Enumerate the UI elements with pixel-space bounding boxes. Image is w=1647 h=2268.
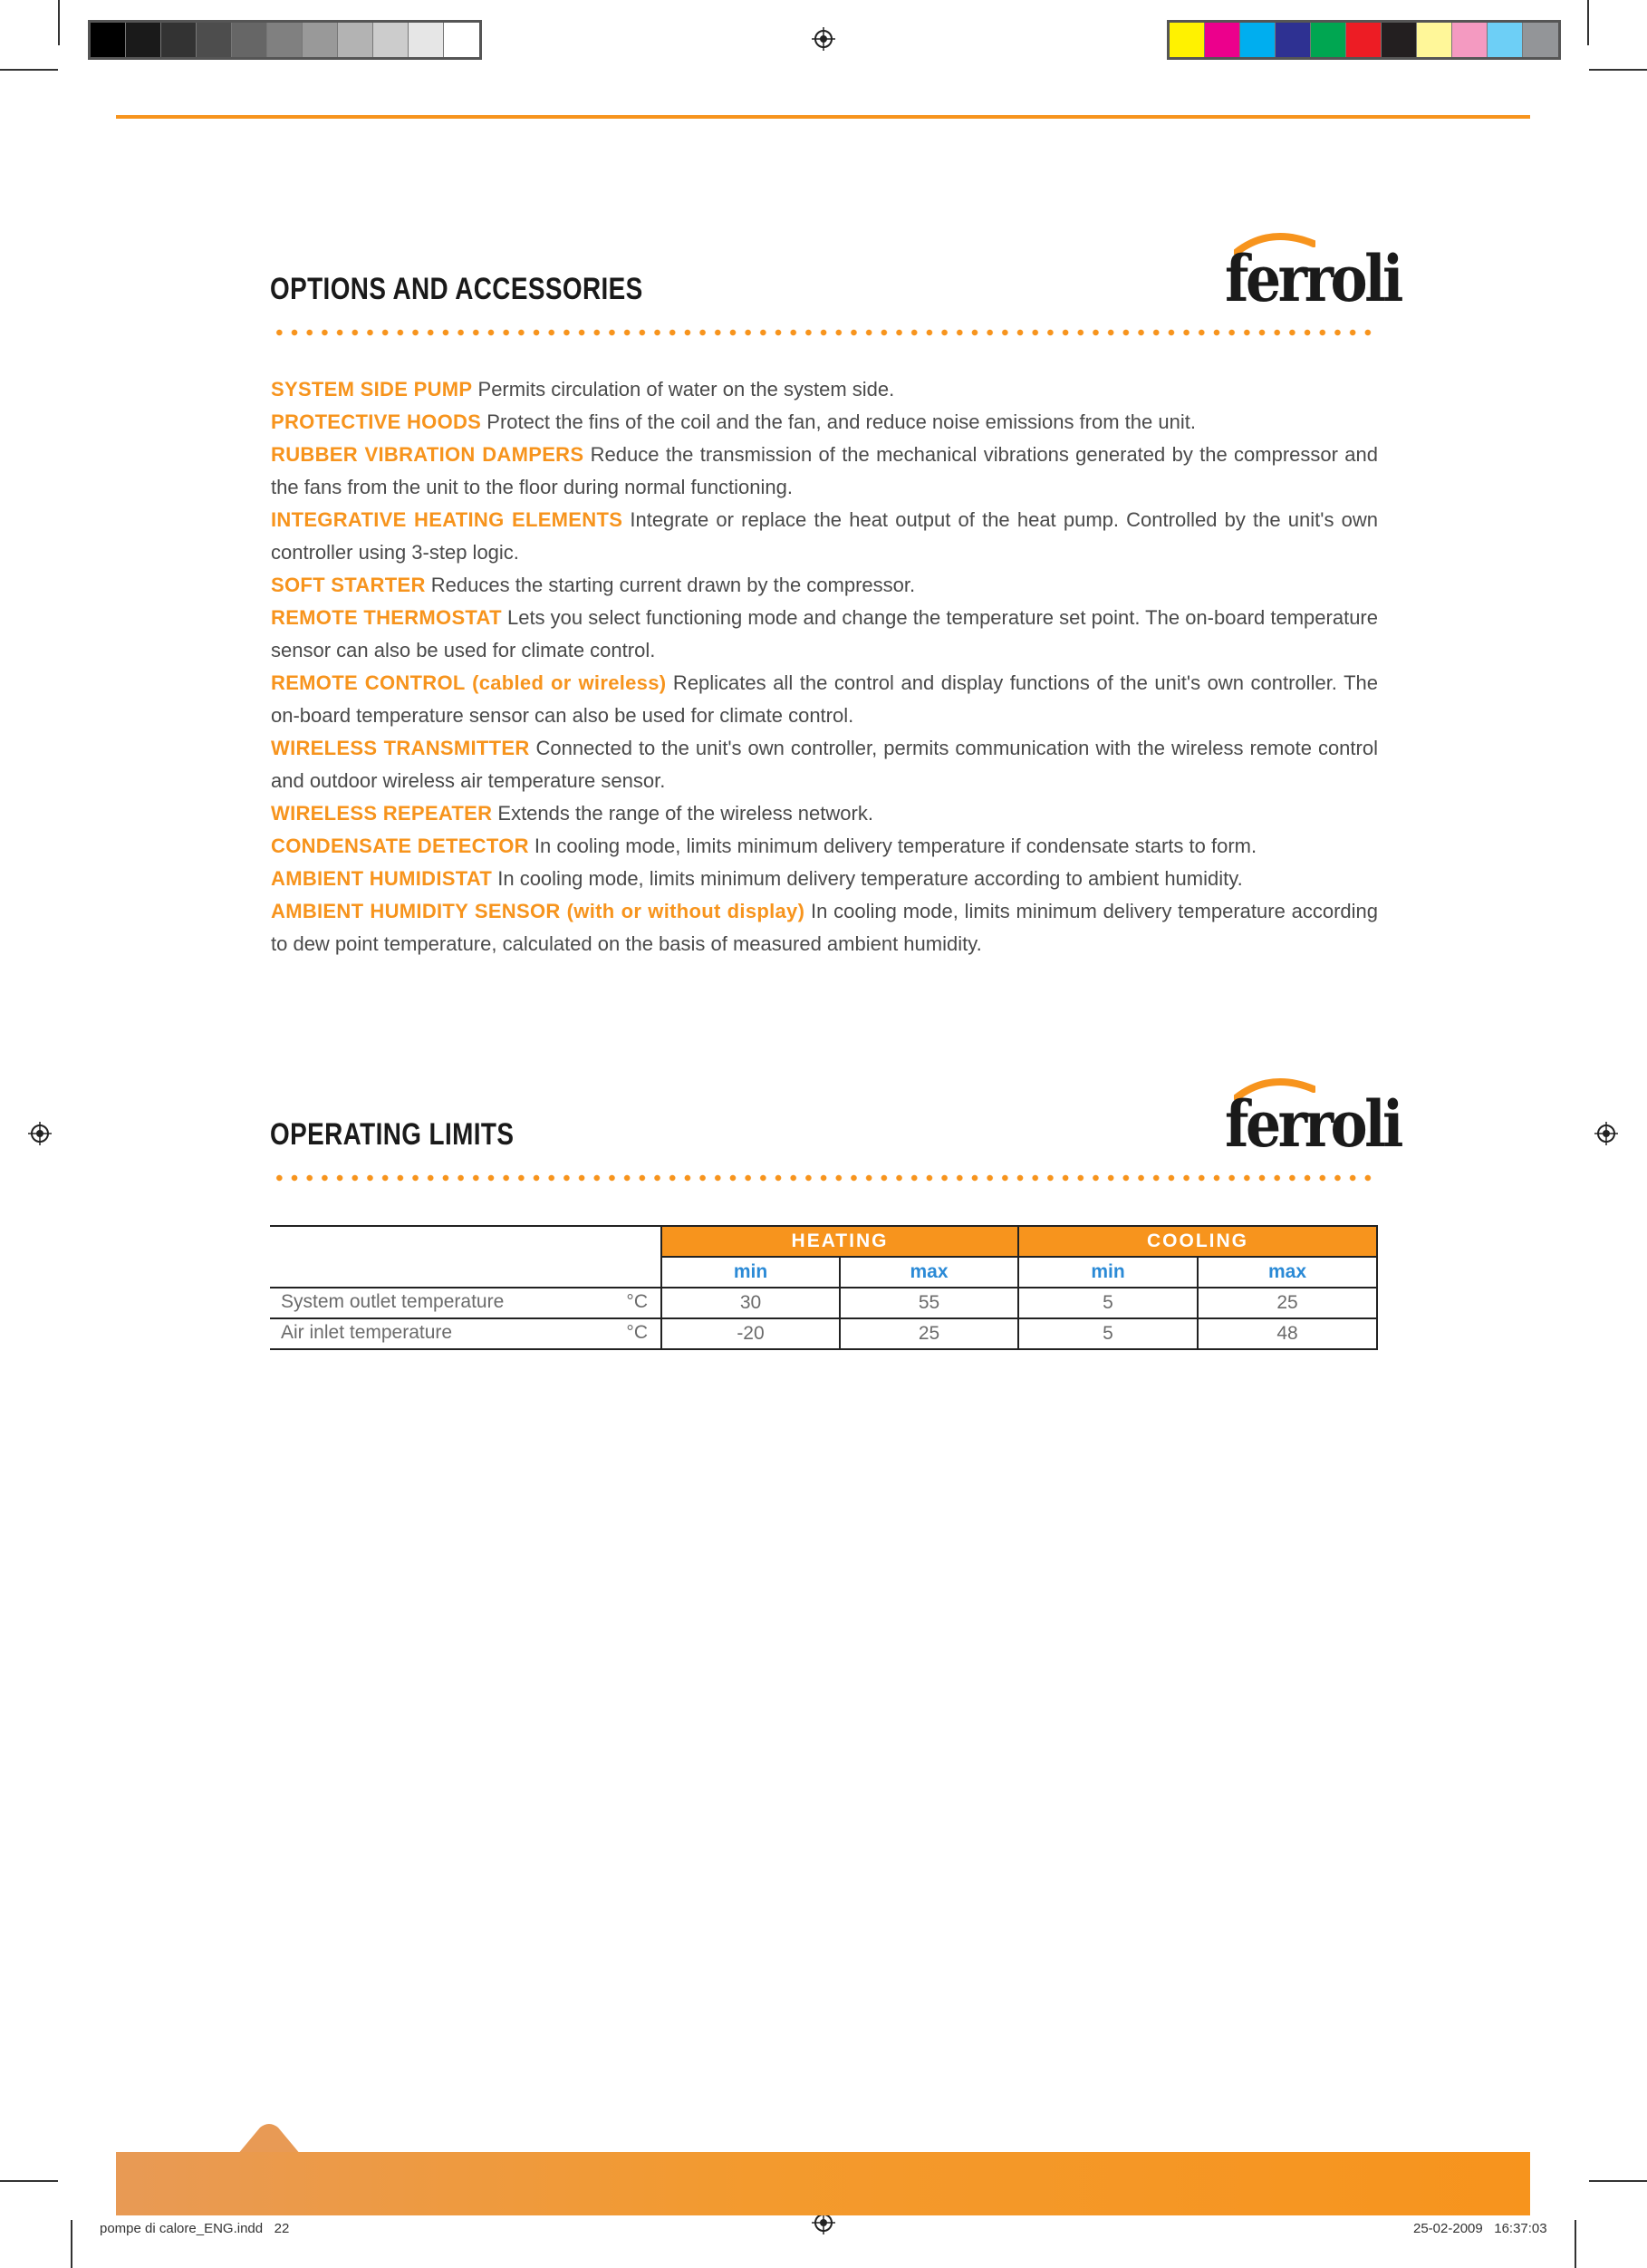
table-cell: 5 xyxy=(1018,1318,1198,1349)
gray-swatch xyxy=(444,23,479,57)
list-item xyxy=(271,797,1378,830)
row-label: Air inlet temperature xyxy=(281,1322,453,1343)
list-item xyxy=(271,504,1378,569)
crop-mark xyxy=(1589,69,1647,71)
row-label-cell xyxy=(270,1318,661,1349)
table-group-header-row xyxy=(270,1226,1377,1257)
registration-mark-icon xyxy=(1594,1122,1618,1145)
list-item xyxy=(271,863,1378,895)
table-subheader-row xyxy=(270,1257,1377,1288)
list-item xyxy=(271,895,1378,960)
option-term: RUBBER VIBRATION DAMPERS xyxy=(271,443,584,466)
option-description: In cooling mode, limits minimum delivery temperature according to dew point temperature, calculated on the basis of measured ambient humidity. xyxy=(271,900,1378,955)
crop-mark xyxy=(71,2220,72,2268)
grayscale-bar xyxy=(88,20,482,60)
color-swatch xyxy=(1417,23,1452,57)
logo-text: ferroli xyxy=(1225,241,1401,316)
cooling-min-header: min xyxy=(1018,1257,1198,1288)
color-swatch xyxy=(1311,23,1346,57)
footer-tab-icon xyxy=(237,2122,301,2155)
gray-swatch xyxy=(373,23,409,57)
table-corner xyxy=(270,1226,661,1257)
color-swatch xyxy=(1205,23,1240,57)
option-description: In cooling mode, limits minimum delivery temperature according to ambient humidity. xyxy=(492,867,1243,890)
crop-mark xyxy=(1589,2180,1647,2182)
options-title: OPTIONS AND ACCESSORIES xyxy=(270,272,643,306)
color-swatch xyxy=(1488,23,1523,57)
gray-swatch xyxy=(409,23,444,57)
operating-limits-table xyxy=(270,1225,1378,1350)
option-description: Integrate or replace the heat output of the heat pump. Controlled by the unit's own controller using 3-step logic. xyxy=(271,508,1379,564)
option-term: REMOTE THERMOSTAT xyxy=(271,606,502,629)
color-bar xyxy=(1167,20,1561,60)
gray-swatch xyxy=(91,23,126,57)
option-term: AMBIENT HUMIDISTAT xyxy=(271,867,493,890)
gray-swatch xyxy=(303,23,338,57)
gray-swatch xyxy=(267,23,303,57)
option-description: Lets you select functioning mode and change the temperature set point. The on-board temperature sensor can also be used for climate control. xyxy=(271,606,1378,661)
heating-min-header: min xyxy=(661,1257,840,1288)
gray-swatch xyxy=(126,23,161,57)
list-item xyxy=(271,732,1378,797)
logo-text: ferroli xyxy=(1225,1086,1401,1162)
table-cell: 30 xyxy=(661,1288,840,1318)
option-term: WIRELESS REPEATER xyxy=(271,802,493,825)
option-term: INTEGRATIVE HEATING ELEMENTS xyxy=(271,508,623,531)
slug-left: pompe di calore_ENG.indd 22 xyxy=(100,2221,290,2236)
table-corner xyxy=(270,1257,661,1288)
table-cell: 55 xyxy=(840,1288,1018,1318)
option-term: REMOTE CONTROL (cabled or wireless) xyxy=(271,671,667,694)
option-description: Replicates all the control and display functions of the unit's own controller. The on-board temperature sensor can also be used for climate control. xyxy=(271,671,1378,727)
list-item xyxy=(271,667,1378,732)
color-swatch xyxy=(1170,23,1205,57)
heating-header: HEATING xyxy=(661,1226,1018,1257)
option-description: Permits circulation of water on the system side. xyxy=(472,378,895,401)
option-term: SOFT STARTER xyxy=(271,574,426,596)
option-term: CONDENSATE DETECTOR xyxy=(271,835,529,857)
option-term: SYSTEM SIDE PUMP xyxy=(271,378,473,401)
limits-title: OPERATING LIMITS xyxy=(270,1117,515,1152)
gray-swatch xyxy=(197,23,232,57)
gray-swatch xyxy=(161,23,197,57)
table-cell: 25 xyxy=(1198,1288,1377,1318)
gray-swatch xyxy=(232,23,267,57)
row-label-cell xyxy=(270,1288,661,1318)
cooling-max-header: max xyxy=(1198,1257,1377,1288)
option-description: Reduce the transmission of the mechanical vibrations generated by the compressor and the fans from the unit to the floor during normal functioning. xyxy=(271,443,1378,498)
registration-mark-icon xyxy=(812,27,835,51)
row-unit: °C xyxy=(626,1291,648,1312)
crop-mark xyxy=(0,2180,58,2182)
footer-band xyxy=(116,2152,1530,2215)
option-description: Connected to the unit's own controller, permits communication with the wireless remote control and outdoor wireless air temperature sensor. xyxy=(271,737,1378,792)
table-cell: -20 xyxy=(661,1318,840,1349)
list-item xyxy=(271,406,1378,439)
option-description: Protect the fins of the coil and the fan, and reduce noise emissions from the unit. xyxy=(481,410,1196,433)
list-item xyxy=(271,602,1378,667)
color-swatch xyxy=(1276,23,1311,57)
list-item xyxy=(271,569,1378,602)
row-label: System outlet temperature xyxy=(281,1291,505,1312)
table-row xyxy=(270,1318,1377,1349)
options-list xyxy=(271,373,1378,960)
option-term: PROTECTIVE HOODS xyxy=(271,410,482,433)
list-item xyxy=(271,439,1378,504)
color-swatch xyxy=(1452,23,1488,57)
cooling-header: COOLING xyxy=(1018,1226,1377,1257)
registration-mark-icon xyxy=(28,1122,52,1145)
option-description: Extends the range of the wireless network. xyxy=(492,802,873,825)
gray-swatch xyxy=(338,23,373,57)
crop-mark xyxy=(58,0,60,45)
color-swatch xyxy=(1346,23,1382,57)
option-term: WIRELESS TRANSMITTER xyxy=(271,737,530,759)
slug-right: 25-02-2009 16:37:03 xyxy=(1413,2221,1547,2236)
option-term: AMBIENT HUMIDITY SENSOR (with or without display) xyxy=(271,900,805,922)
ferroli-logo xyxy=(1225,1076,1401,1162)
table-row xyxy=(270,1288,1377,1318)
color-swatch xyxy=(1523,23,1558,57)
option-description: Reduces the starting current drawn by the compressor. xyxy=(425,574,916,596)
list-item xyxy=(271,373,1378,406)
list-item xyxy=(271,830,1378,863)
table-cell: 25 xyxy=(840,1318,1018,1349)
crop-mark xyxy=(0,69,58,71)
option-description: In cooling mode, limits minimum delivery temperature if condensate starts to form. xyxy=(528,835,1257,857)
crop-mark xyxy=(1575,2220,1576,2268)
header-rule xyxy=(116,115,1530,119)
crop-mark xyxy=(1587,0,1589,45)
table-cell: 48 xyxy=(1198,1318,1377,1349)
heating-max-header: max xyxy=(840,1257,1018,1288)
limits-dotted-rule xyxy=(272,1174,1379,1182)
ferroli-logo xyxy=(1225,231,1401,316)
row-unit: °C xyxy=(626,1322,648,1343)
options-dotted-rule xyxy=(272,329,1379,336)
color-swatch xyxy=(1240,23,1276,57)
color-swatch xyxy=(1382,23,1417,57)
table-cell: 5 xyxy=(1018,1288,1198,1318)
